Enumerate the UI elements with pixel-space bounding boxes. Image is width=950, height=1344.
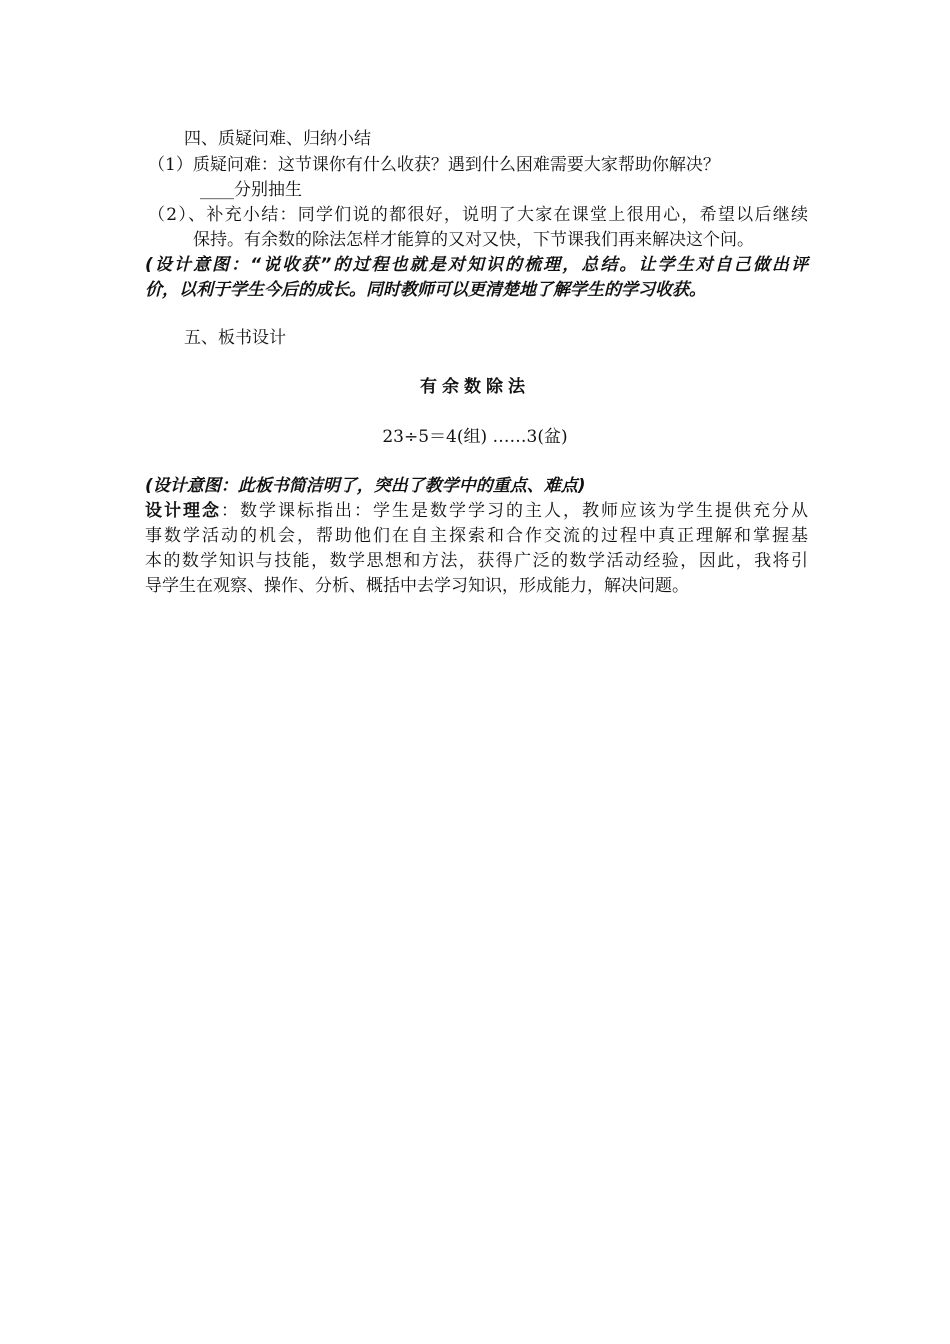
design-philosophy-line-3: 本的数学知识与技能，数学思想和方法，获得广泛的数学活动经验，因此，我将引 xyxy=(145,551,808,571)
section-4-design-intent-line-1: (设计意图：“说收获”的过程也就是对知识的梳理，总结。让学生对自己做出评 xyxy=(145,255,808,275)
section-4-design-intent-line-2: 价，以利于学生今后的成长。同时教师可以更清楚地了解学生的学习收获。 xyxy=(145,280,706,300)
design-philosophy-label: 设计理念 xyxy=(145,501,221,521)
design-philosophy-text-1: ：数学课标指出：学生是数学学习的主人，教师应该为学生提供充分从 xyxy=(221,501,808,521)
design-philosophy-line-4: 导学生在观察、操作、分析、概括中去学习知识，形成能力，解决问题。 xyxy=(145,576,689,596)
section-5-heading: 五、板书设计 xyxy=(184,328,286,348)
board-formula: 23÷5＝4(组) ……3(盆) xyxy=(382,427,568,447)
board-title: 有余数除法 xyxy=(420,377,530,397)
section-5-design-intent: (设计意图：此板书简洁明了，突出了教学中的重点、难点) xyxy=(145,476,586,496)
section-4-heading: 四、质疑问难、归纳小结 xyxy=(184,129,371,149)
design-philosophy-line-1 xyxy=(145,498,808,524)
design-philosophy-line-2: 事数学活动的机会，帮助他们在自主探索和合作交流的过程中真正理解和掌握基 xyxy=(145,526,808,546)
section-4-item-2-line-1: （2）、补充小结：同学们说的都很好，说明了大家在课堂上很用心，希望以后继续 xyxy=(148,205,808,225)
section-4-item-1: （1）质疑问难：这节课你有什么收获？遇到什么困难需要大家帮助你解决？ xyxy=(148,155,720,175)
section-4-item-2-line-2: 保持。有余数的除法怎样才能算的又对又快，下节课我们再来解决这个问。 xyxy=(193,230,754,250)
section-4-item-1-note: ____分别抽生 xyxy=(200,180,302,200)
